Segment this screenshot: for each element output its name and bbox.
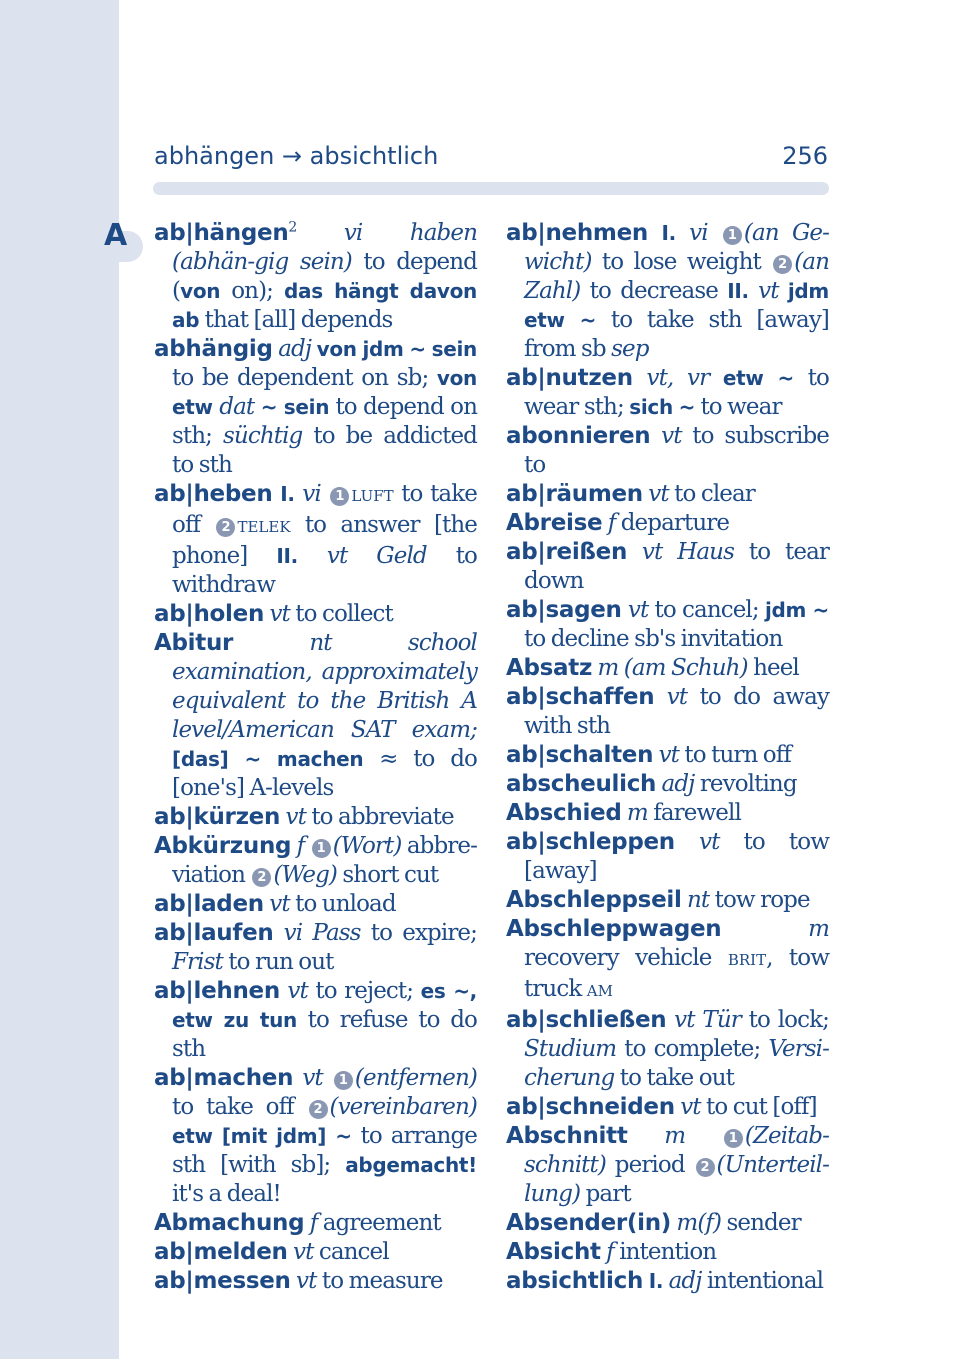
italic-label: (Wort) bbox=[332, 833, 402, 859]
sense-number: 2 bbox=[252, 868, 271, 887]
italic-label: vt bbox=[674, 829, 720, 855]
italic-label: f bbox=[304, 1210, 318, 1236]
italic-label: vt bbox=[654, 684, 688, 710]
translation-text: to reject; bbox=[307, 978, 421, 1004]
italic-label: dat bbox=[219, 394, 255, 420]
right-column bbox=[506, 219, 829, 1296]
dictionary-entry bbox=[154, 335, 477, 480]
italic-label: (an Ge-wicht) bbox=[524, 220, 830, 275]
dictionary-entry bbox=[154, 480, 477, 600]
bold-phrase: II. bbox=[727, 279, 749, 303]
header-rule bbox=[153, 182, 829, 195]
italic-label: süchtig bbox=[223, 423, 303, 449]
headword: abonnieren bbox=[506, 423, 651, 449]
translation-text: to wear bbox=[695, 394, 782, 420]
usage-label: BRIT bbox=[727, 951, 767, 969]
italic-label: m bbox=[627, 1123, 722, 1149]
dictionary-entry bbox=[154, 600, 477, 629]
translation-text: to take out bbox=[614, 1065, 734, 1091]
headword: ab|laden bbox=[154, 891, 264, 917]
translation-text: ≈ to do [one's] A-levels bbox=[172, 746, 477, 801]
translation-text: to arrange sth [with sb]; bbox=[172, 1123, 477, 1178]
dictionary-entry bbox=[506, 1093, 829, 1122]
italic-label: vt Geld bbox=[297, 543, 427, 569]
translation-text: short cut bbox=[336, 862, 439, 888]
usage-label: AM bbox=[586, 982, 613, 1000]
headword: Absatz bbox=[506, 655, 593, 681]
italic-label: vt bbox=[674, 1094, 701, 1120]
italic-label: f bbox=[291, 833, 310, 859]
usage-label: LUFT bbox=[351, 487, 394, 505]
bold-phrase: es ~, etw zu tun bbox=[172, 979, 477, 1032]
headword: ab|schließen bbox=[506, 1007, 667, 1033]
italic-label: Versi-cherung bbox=[524, 1036, 829, 1091]
bold-phrase: etw ~ bbox=[722, 366, 795, 390]
italic-label: vt Haus bbox=[627, 539, 734, 565]
dictionary-entry bbox=[506, 1122, 829, 1209]
translation-text: revolting bbox=[694, 771, 797, 797]
translation-text: to lose weight bbox=[591, 249, 772, 275]
translation-text: to depend on sth; bbox=[172, 394, 477, 449]
italic-label: vt bbox=[290, 1268, 317, 1294]
bold-phrase: II. bbox=[276, 544, 298, 568]
italic-label: vt bbox=[642, 481, 669, 507]
dictionary-entry bbox=[506, 770, 829, 799]
italic-label: adj bbox=[663, 1268, 702, 1294]
translation-text: on); bbox=[220, 278, 284, 304]
page-number: 256 bbox=[782, 142, 828, 170]
italic-label: (Unterteil-lung) bbox=[524, 1152, 829, 1207]
headword: ab|schneiden bbox=[506, 1094, 675, 1120]
translation-text: to do away with sth bbox=[524, 684, 829, 739]
dictionary-entry bbox=[154, 803, 477, 832]
translation-text: to decrease bbox=[580, 278, 728, 304]
translation-text: to depend ( bbox=[172, 249, 477, 304]
italic-label: m(f) bbox=[671, 1210, 722, 1236]
italic-label: vt Tür bbox=[666, 1007, 741, 1033]
italic-label: vt bbox=[287, 1239, 314, 1265]
dictionary-entry bbox=[154, 219, 477, 335]
dictionary-entry bbox=[506, 422, 829, 480]
italic-label: nt bbox=[681, 887, 710, 913]
bold-phrase: I. bbox=[643, 1269, 664, 1293]
dictionary-entry bbox=[506, 538, 829, 596]
headword: ab|messen bbox=[154, 1268, 291, 1294]
bold-phrase: I. bbox=[272, 482, 295, 506]
italic-label: (Zeitab-schnitt) bbox=[524, 1123, 829, 1178]
headword: Abschleppseil bbox=[506, 887, 682, 913]
headword: ab|lehnen bbox=[154, 978, 280, 1004]
translation-text: to subscribe to bbox=[524, 423, 829, 478]
translation-text: part bbox=[580, 1181, 631, 1207]
italic-label: vt bbox=[279, 978, 308, 1004]
dictionary-entry bbox=[154, 629, 477, 803]
bold-phrase: das hängt davon ab bbox=[172, 279, 478, 332]
sense-number: 2 bbox=[773, 255, 792, 274]
sense-number: 1 bbox=[724, 1129, 743, 1148]
translation-text: to wear sth; bbox=[524, 365, 829, 420]
headword: absichtlich bbox=[506, 1268, 644, 1294]
sense-number: 1 bbox=[723, 226, 742, 245]
italic-label: adj bbox=[656, 771, 695, 797]
italic-label: m bbox=[621, 800, 648, 826]
headword: Abitur bbox=[154, 630, 234, 656]
italic-label: nt school examination, approximately equivalent to the British A level/American SAT exam; bbox=[172, 630, 477, 743]
italic-label: (entfernen) bbox=[354, 1065, 477, 1091]
translation-text: to lock; bbox=[740, 1007, 829, 1033]
headword: Abmachung bbox=[154, 1210, 305, 1236]
translation-text: recovery vehicle bbox=[524, 945, 728, 971]
translation-text: agreement bbox=[317, 1210, 441, 1236]
bold-phrase: von jdm ~ sein bbox=[316, 337, 477, 361]
translation-text: to cut [off] bbox=[700, 1094, 817, 1120]
headword: Abschleppwagen bbox=[506, 916, 722, 942]
headword: ab|machen bbox=[154, 1065, 294, 1091]
dictionary-entry bbox=[154, 832, 477, 890]
dictionary-entry bbox=[154, 1238, 477, 1267]
left-margin-band bbox=[0, 0, 119, 1359]
dictionary-entry bbox=[154, 919, 477, 977]
translation-text: to decline sb's invitation bbox=[524, 626, 783, 652]
translation-text: heel bbox=[747, 655, 799, 681]
headword: ab|holen bbox=[154, 601, 265, 627]
dictionary-entry bbox=[506, 799, 829, 828]
italic-label: vt bbox=[264, 601, 290, 627]
sense-number: 1 bbox=[334, 1071, 353, 1090]
italic-label: (an Zahl) bbox=[524, 249, 829, 304]
italic-label: vt, vr bbox=[632, 365, 723, 391]
translation-text: to turn off bbox=[679, 742, 791, 768]
dictionary-entry bbox=[506, 480, 829, 509]
translation-text: to refuse to do sth bbox=[172, 1007, 477, 1062]
bold-phrase: I. bbox=[647, 221, 676, 245]
translation-text: departure bbox=[615, 510, 730, 536]
sense-number: 2 bbox=[309, 1100, 328, 1119]
italic-label: vi bbox=[675, 220, 721, 246]
italic-label: vt bbox=[293, 1065, 332, 1091]
headword: ab|räumen bbox=[506, 481, 643, 507]
translation-text: intention bbox=[613, 1239, 717, 1265]
translation-text: to unload bbox=[289, 891, 396, 917]
headword: abhängig bbox=[154, 336, 273, 362]
bold-phrase: jdm etw ~ bbox=[524, 279, 829, 332]
sense-number: 1 bbox=[312, 839, 331, 858]
translation-text: to take off bbox=[172, 481, 477, 538]
italic-label: vi haben (abhän-gig sein) bbox=[172, 220, 477, 275]
dictionary-entry bbox=[506, 915, 829, 1006]
translation-text: to answer [the phone] bbox=[172, 512, 477, 569]
italic-label: f bbox=[600, 1239, 614, 1265]
dictionary-entry bbox=[506, 1267, 829, 1296]
italic-label: sep bbox=[611, 336, 649, 362]
italic-label: adj bbox=[272, 336, 317, 362]
sense-number: 2 bbox=[696, 1158, 715, 1177]
bold-phrase: [das] ~ machen bbox=[172, 747, 364, 771]
dictionary-entry bbox=[506, 741, 829, 770]
dictionary-entry bbox=[506, 654, 829, 683]
running-header: abhängen → absichtlich bbox=[154, 142, 439, 170]
headword: ab|reißen bbox=[506, 539, 628, 565]
italic-label: (vereinbaren) bbox=[329, 1094, 477, 1120]
italic-label: (Weg) bbox=[273, 862, 337, 888]
headword: Abkürzung bbox=[154, 833, 292, 859]
translation-text: abbre-viation bbox=[172, 833, 477, 888]
headword: Absender(in) bbox=[506, 1210, 672, 1236]
headword: ab|laufen bbox=[154, 920, 274, 946]
headword: ab|melden bbox=[154, 1239, 288, 1265]
italic-label: vt bbox=[653, 742, 680, 768]
translation-text: that [all] depends bbox=[199, 307, 393, 333]
bold-phrase: jdm ~ bbox=[764, 598, 829, 622]
bold-phrase: von bbox=[180, 279, 221, 303]
translation-text: to withdraw bbox=[172, 543, 477, 598]
translation-text: to tow [away] bbox=[524, 829, 829, 884]
italic-label: f bbox=[602, 510, 616, 536]
headword: Abschied bbox=[506, 800, 622, 826]
italic-label: vt bbox=[650, 423, 682, 449]
headword: ab|schalten bbox=[506, 742, 654, 768]
translation-text: to expire; bbox=[360, 920, 477, 946]
bold-phrase: von etw bbox=[172, 366, 477, 419]
translation-text: to take sth [away] from sb bbox=[524, 307, 830, 362]
translation-text: to be dependent on sb; bbox=[172, 365, 437, 391]
headword: ab|nehmen bbox=[506, 220, 648, 246]
italic-label: Studium bbox=[524, 1036, 617, 1062]
dictionary-entry bbox=[506, 683, 829, 741]
sense-number: 1 bbox=[330, 487, 349, 506]
dictionary-entry bbox=[154, 1267, 477, 1296]
translation-text: to measure bbox=[316, 1268, 443, 1294]
translation-text: to run out bbox=[222, 949, 334, 975]
headword: Absicht bbox=[506, 1239, 601, 1265]
italic-label: vt bbox=[621, 597, 649, 623]
dictionary-entry bbox=[506, 828, 829, 886]
translation-text: , tow truck bbox=[524, 945, 829, 1002]
translation-text: it's a deal! bbox=[172, 1181, 281, 1207]
headword: ab|kürzen bbox=[154, 804, 281, 830]
dictionary-entry bbox=[506, 364, 829, 422]
headword: ab|nutzen bbox=[506, 365, 633, 391]
headword: abscheulich bbox=[506, 771, 657, 797]
headword: ab|sagen bbox=[506, 597, 622, 623]
sense-number: 2 bbox=[216, 518, 235, 537]
left-column bbox=[154, 219, 477, 1296]
translation-text: to cancel; bbox=[648, 597, 765, 623]
translation-text: tow rope bbox=[709, 887, 810, 913]
bold-phrase: sich ~ bbox=[629, 395, 696, 419]
translation-text: intentional bbox=[701, 1268, 824, 1294]
usage-label: TELEK bbox=[237, 518, 291, 536]
bold-phrase: abgemacht! bbox=[345, 1153, 477, 1177]
headword: Abschnitt bbox=[506, 1123, 628, 1149]
bold-phrase: ~ sein bbox=[254, 395, 330, 419]
translation-text: to collect bbox=[289, 601, 393, 627]
translation-text: period bbox=[605, 1152, 694, 1178]
translation-text: to complete; bbox=[616, 1036, 769, 1062]
translation-text: to tear down bbox=[524, 539, 829, 594]
italic-label: m bbox=[721, 916, 829, 942]
italic-label: vt bbox=[280, 804, 306, 830]
translation-text: to clear bbox=[668, 481, 755, 507]
headword: ab|schaffen bbox=[506, 684, 655, 710]
translation-text: sender bbox=[721, 1210, 801, 1236]
italic-label: m (am Schuh) bbox=[592, 655, 748, 681]
italic-label: vt bbox=[263, 891, 290, 917]
headword: Abreise bbox=[506, 510, 603, 536]
italic-label: Frist bbox=[172, 949, 223, 975]
headword: ab|schleppen bbox=[506, 829, 675, 855]
italic-label: vi bbox=[294, 481, 329, 507]
dictionary-entry bbox=[154, 1064, 477, 1209]
homograph-number: 2 bbox=[288, 219, 297, 236]
dictionary-entry bbox=[506, 1238, 829, 1267]
translation-text: to be addicted to sth bbox=[172, 423, 477, 478]
dictionary-entry bbox=[506, 886, 829, 915]
translation-text: farewell bbox=[647, 800, 741, 826]
translation-text: to abbreviate bbox=[305, 804, 454, 830]
translation-text: cancel bbox=[313, 1239, 389, 1265]
headword: ab|heben bbox=[154, 481, 273, 507]
letter-tab-label: A bbox=[104, 218, 128, 253]
italic-label: vi Pass bbox=[273, 920, 361, 946]
dictionary-entry bbox=[506, 1209, 829, 1238]
dictionary-entry bbox=[154, 890, 477, 919]
dictionary-entry bbox=[506, 1006, 829, 1093]
translation-text: to take off bbox=[172, 1094, 307, 1120]
dictionary-entry bbox=[506, 219, 829, 364]
dictionary-entry bbox=[154, 977, 477, 1064]
dictionary-entry bbox=[154, 1209, 477, 1238]
bold-phrase: etw [mit jdm] ~ bbox=[172, 1124, 352, 1148]
headword: ab|hängen bbox=[154, 220, 289, 246]
italic-label: vt bbox=[748, 278, 788, 304]
dictionary-entry bbox=[506, 509, 829, 538]
dictionary-entry bbox=[506, 596, 829, 654]
